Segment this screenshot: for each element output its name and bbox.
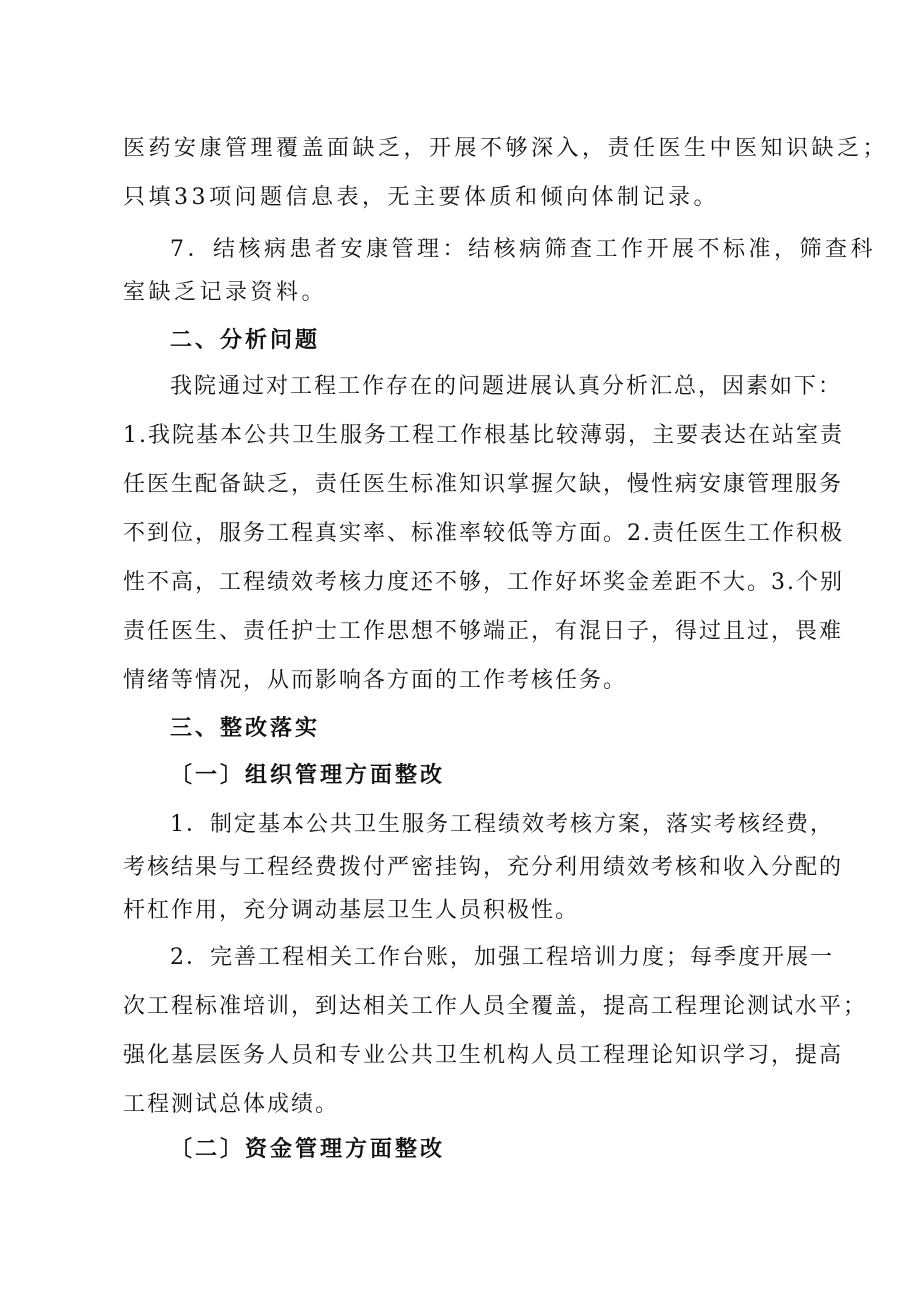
- subsection-heading-organization: 〔一〕组织管理方面整改: [170, 762, 446, 788]
- paragraph-line: 1．制定基本公共卫生服务工程绩效考核方案，落实考核经费，: [170, 812, 834, 837]
- paragraph-line: 性不高，工程绩效考核力度还不够，工作好坏奖金差距不大。3.个别: [123, 570, 844, 595]
- paragraph-line: 不到位，服务工程真实率、标准率较低等方面。2.责任医生工作积极: [123, 521, 844, 546]
- section-heading-rectification: 三、整改落实: [170, 715, 321, 741]
- paragraph-line: 次工程标准培训，到达相关工作人员全覆盖，提高工程理论测试水平；: [123, 994, 868, 1019]
- paragraph-line: 工程测试总体成绩。: [123, 1092, 340, 1117]
- paragraph-line: 情绪等情况，从而影响各方面的工作考核任务。: [123, 668, 628, 693]
- paragraph-line: 责任医生、责任护士工作思想不够端正，有混日子，得过且过，畏难: [123, 619, 844, 644]
- paragraph-line: 7．结核病患者安康管理：结核病筛查工作开展不标准，筛查科: [170, 237, 876, 262]
- paragraph-line: 杆杠作用，充分调动基层卫生人员积极性。: [123, 898, 580, 923]
- paragraph-line: 室缺乏记录资料。: [123, 280, 328, 305]
- paragraph-line: 1.我院基本公共卫生服务工程工作根基比较薄弱，主要表达在站室责: [123, 423, 844, 448]
- paragraph-line: 任医生配备缺乏，责任医生标准知识掌握欠缺，慢性病安康管理服务: [123, 472, 844, 497]
- paragraph-line: 只填33项问题信息表，无主要体质和倾向体制记录。: [123, 185, 719, 210]
- paragraph-line: 2．完善工程相关工作台账，加强工程培训力度；每季度开展一: [170, 945, 834, 970]
- section-heading-analysis: 二、分析问题: [170, 327, 321, 353]
- paragraph-line: 考核结果与工程经费拨付严密挂钩，充分利用绩效考核和收入分配的: [123, 855, 844, 880]
- paragraph-line: 强化基层医务人员和专业公共卫生机构人员工程理论知识学习，提高: [123, 1043, 844, 1068]
- paragraph-line: 医药安康管理覆盖面缺乏，开展不够深入，责任医生中医知识缺乏；: [123, 136, 889, 161]
- paragraph-line: 我院通过对工程工作存在的问题进展认真分析汇总，因素如下：: [170, 374, 843, 399]
- subsection-heading-funds: 〔二〕资金管理方面整改: [170, 1136, 446, 1162]
